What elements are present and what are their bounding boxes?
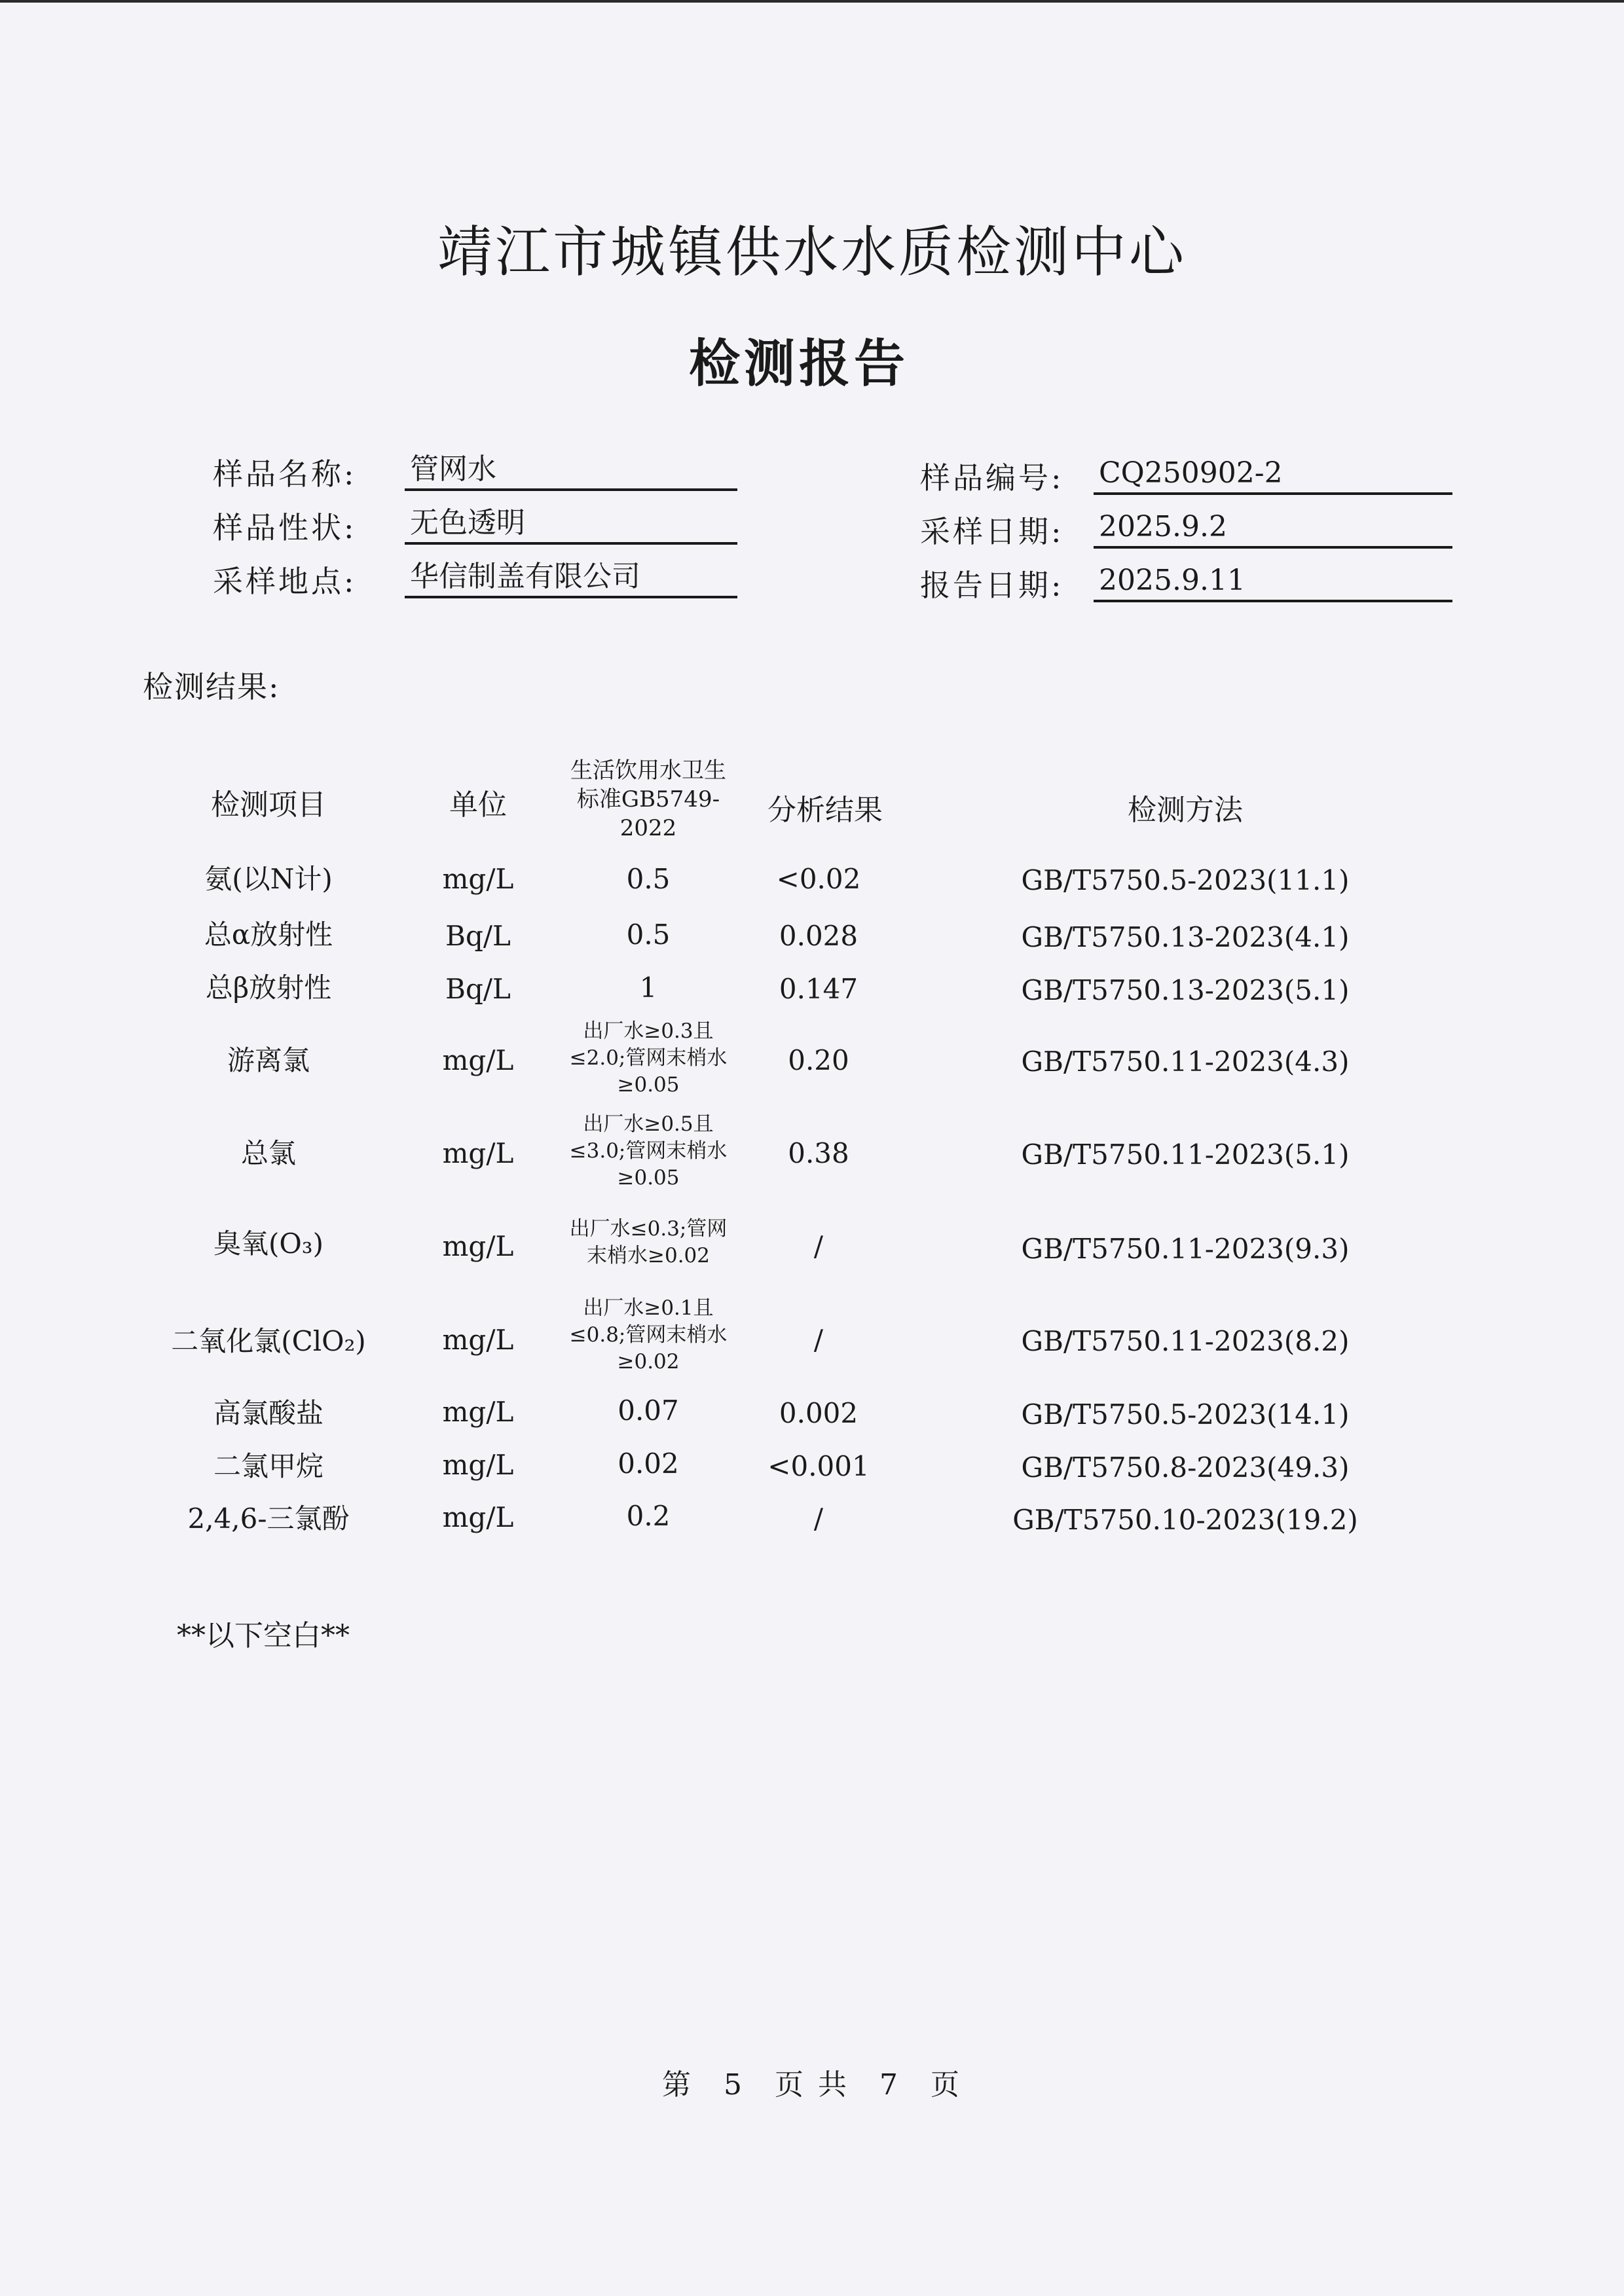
row-item: 二氯甲烷 [213, 1450, 323, 1482]
sampling-location-value: 华信制盖有限公司 [405, 558, 737, 598]
report-title: 检测报告 [688, 335, 909, 393]
row-standard: 出厂水≥0.1且≤0.8;管网末梢水≥0.02 [569, 1296, 728, 1374]
row-result: 0.38 [788, 1137, 849, 1169]
row-unit: mg/L [442, 1137, 514, 1169]
report-date-value: 2025.9.11 [1094, 562, 1452, 602]
organization-title: 靖江市城镇供水水质检测中心 [437, 220, 1187, 284]
row-method: GB/T5750.11-2023(8.2) [1021, 1325, 1350, 1357]
row-item: 高氯酸盐 [213, 1397, 323, 1429]
sampling-location-label: 采样地点: [213, 564, 357, 599]
row-result: <0.001 [767, 1450, 870, 1482]
row-result: 0.028 [779, 920, 858, 952]
row-item: 游离氯 [227, 1044, 310, 1076]
row-result: / [813, 1503, 824, 1535]
page-total: 7 [879, 2068, 900, 2102]
row-result: <0.02 [776, 863, 861, 895]
row-result: 0.002 [779, 1397, 858, 1429]
row-result: / [813, 1324, 824, 1356]
scan-edge-line [0, 0, 1624, 3]
blank-below-note: **以下空白** [177, 1619, 350, 1652]
row-method: GB/T5750.13-2023(4.1) [1021, 921, 1350, 953]
column-header-result: 分析结果 [767, 793, 883, 827]
row-method: GB/T5750.11-2023(4.3) [1021, 1046, 1350, 1078]
row-method: GB/T5750.11-2023(5.1) [1021, 1139, 1350, 1171]
row-standard: 出厂水≥0.5且≤3.0;管网末梢水≥0.05 [569, 1112, 728, 1190]
row-standard: 0.02 [618, 1448, 679, 1480]
page-middle: 页 共 [775, 2068, 849, 2102]
sample-property-value: 无色透明 [405, 504, 737, 545]
page-number-footer [0, 2061, 1624, 2103]
row-result: 0.20 [788, 1044, 849, 1076]
row-result: / [813, 1230, 824, 1262]
row-method: GB/T5750.13-2023(5.1) [1021, 974, 1350, 1006]
column-header-standard: 生活饮用水卫生标准GB5749-2022 [570, 757, 726, 841]
row-standard: 0.07 [618, 1394, 679, 1427]
row-standard: 0.5 [626, 919, 671, 951]
row-result: 0.147 [779, 973, 858, 1005]
sample-property-label: 样品性状: [213, 510, 357, 545]
sample-name-label: 样品名称: [213, 456, 357, 492]
page-prefix: 第 [662, 2068, 693, 2102]
row-method: GB/T5750.5-2023(14.1) [1021, 1398, 1350, 1430]
row-method: GB/T5750.11-2023(9.3) [1021, 1233, 1350, 1265]
row-item: 总氯 [240, 1137, 296, 1169]
row-unit: mg/L [442, 1501, 514, 1533]
row-unit: mg/L [442, 1449, 514, 1481]
row-standard: 1 [639, 972, 657, 1004]
column-header-item: 检测项目 [211, 788, 326, 822]
sampling-date-value: 2025.9.2 [1094, 508, 1452, 549]
row-standard: 0.2 [626, 1500, 671, 1532]
column-header-method: 检测方法 [1128, 793, 1243, 827]
row-method: GB/T5750.8-2023(49.3) [1021, 1451, 1350, 1484]
page-number: 5 [724, 2068, 745, 2102]
sample-name-value: 管网水 [405, 450, 737, 491]
row-unit: Bq/L [445, 973, 511, 1005]
sampling-date-label: 采样日期: [920, 514, 1064, 549]
results-section-label: 检测结果: [143, 669, 280, 704]
row-unit: mg/L [442, 863, 514, 895]
row-unit: mg/L [442, 1324, 514, 1356]
row-standard: 出厂水≥0.3且≤2.0;管网末梢水≥0.05 [569, 1019, 728, 1097]
row-method: GB/T5750.10-2023(19.2) [1012, 1504, 1358, 1536]
row-method: GB/T5750.5-2023(11.1) [1021, 864, 1350, 896]
row-item: 总α放射性 [204, 919, 333, 951]
row-item: 二氧化氯(ClO₂) [171, 1325, 366, 1357]
report-date-label: 报告日期: [920, 568, 1064, 603]
row-item: 总β放射性 [205, 972, 332, 1004]
page-suffix: 页 [931, 2068, 962, 2102]
row-unit: mg/L [442, 1230, 514, 1262]
sample-id-label: 样品编号: [920, 460, 1064, 496]
row-item: 2,4,6-三氯酚 [187, 1503, 350, 1535]
row-unit: mg/L [442, 1044, 514, 1076]
column-header-unit: 单位 [449, 788, 507, 822]
row-standard: 出厂水≤0.3;管网末梢水≥0.02 [569, 1217, 728, 1267]
row-standard: 0.5 [626, 863, 671, 895]
row-item: 臭氧(O₃) [213, 1228, 324, 1260]
sample-id-value: CQ250902-2 [1094, 454, 1452, 495]
row-unit: mg/L [442, 1396, 514, 1428]
row-unit: Bq/L [445, 920, 511, 952]
row-item: 氨(以N计) [204, 863, 333, 895]
